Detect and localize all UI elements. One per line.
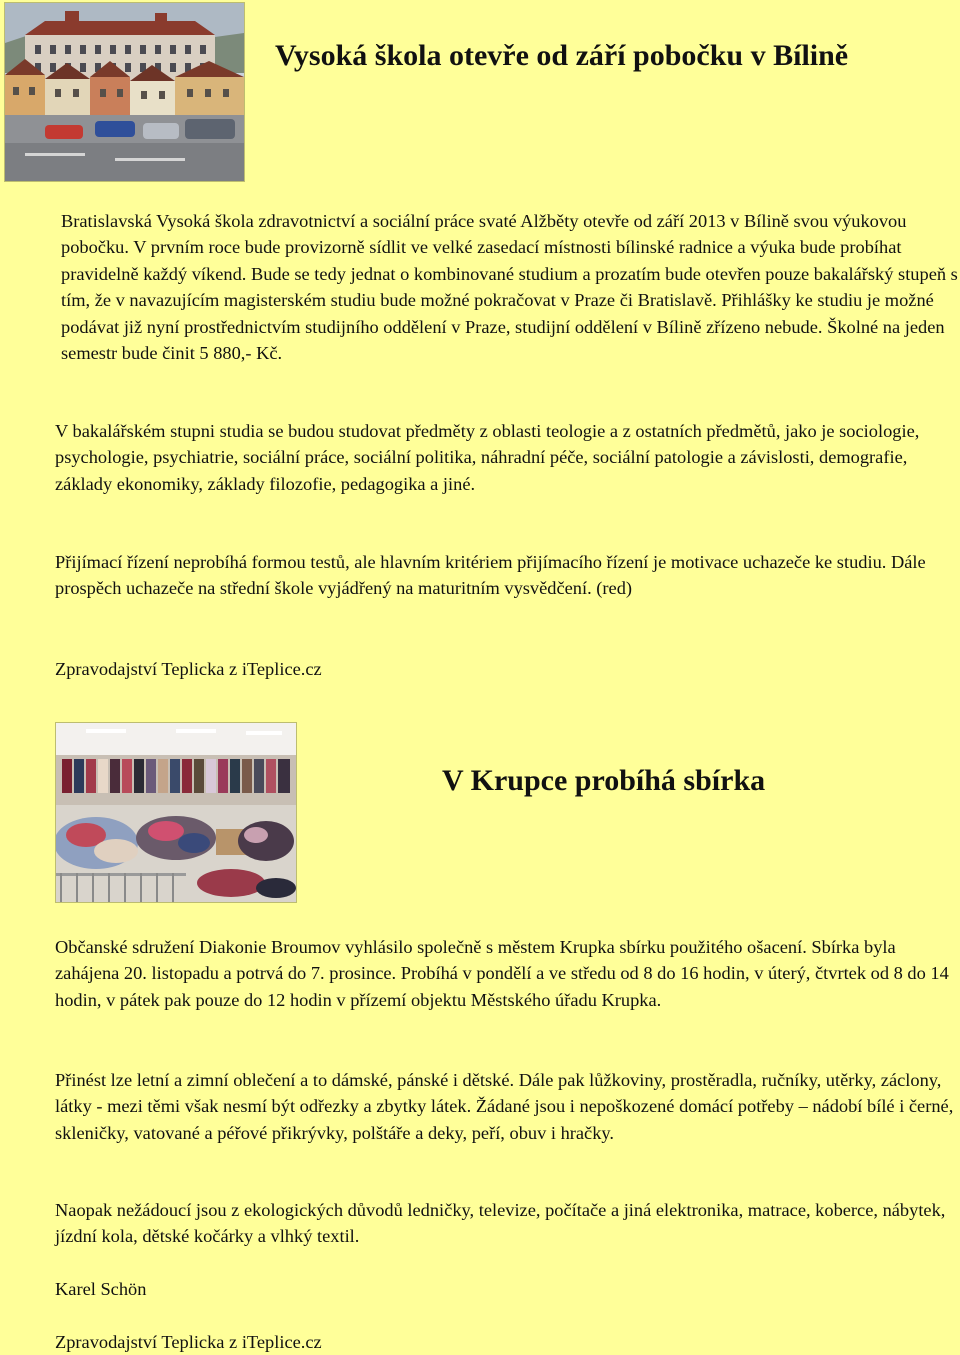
author-line: Karel Schön <box>55 1279 147 1299</box>
article-paragraph: Naopak nežádoucí jsou z ekologických důvodů ledničky, televize, počítače a jiná elektronika, matrace, koberce, nábytek, jízdní kola, dětské kočárky a vlhký textil. <box>55 1200 946 1247</box>
article-title: Vysoká škola otevře od září pobočku v Bílině <box>275 39 849 72</box>
article-body <box>55 1197 960 1250</box>
article-body <box>55 934 960 1013</box>
source-line: Zpravodajství Teplicka z iTeplice.cz <box>55 659 322 679</box>
article-paragraph: Přinést lze letní a zimní oblečení a to dámské, pánské i dětské. Dále pak lůžkoviny, prostěradla, ručníky, utěrky, záclony, látky - mezi těmi však nesmí být odřezky a zbytky látek. Žádané jsou i nepoškozené domácí potřeby – nádobí bílé i černé, skleničky, vatované a péřové přikrývky, polštáře a deky, peří, obuv i hračky. <box>55 1070 954 1143</box>
article-body <box>55 549 960 602</box>
town-square-photo <box>4 2 245 182</box>
article-paragraph: Bratislavská Vysoká škola zdravotnictví a sociální práce svaté Alžběty otevře od září 2013 v Bílině svou výukovou pobočku. V prvním roce bude provizorně sídlit ve velké zasedací místnosti bílinské radnice a výuka bude probíhat pravidelně každý víkend. Bude se tedy jednat o kombinované studium a prozatím bude otevřen pouze bakalářský stupeň s tím, že v navazujícím magisterském studiu bude možné pokračovat v Praze či Bratislavě. Přihlášky ke studiu je možné podávat již nyní prostřednictvím studijního oddělení v Praze, studijní oddělení v Bílině zřízeno nebude. Školné na jeden semestr bude činit 5 880,- Kč. <box>61 211 958 364</box>
source-line: Zpravodajství Teplicka z iTeplice.cz <box>55 1332 322 1352</box>
article-paragraph: Přijímací řízení neprobíhá formou testů, ale hlavním kritériem přijímacího řízení je motivace uchazeče ke studiu. Dále prospěch uchazeče na střední škole vyjádřený na maturitním vysvědčení. (red) <box>55 552 926 599</box>
article-body <box>55 1067 960 1146</box>
article-body <box>55 418 960 497</box>
article-title: V Krupce probíhá sbírka <box>442 764 766 797</box>
article-source <box>55 656 960 682</box>
article-author <box>55 1276 960 1302</box>
article-source <box>55 1329 960 1355</box>
article-body <box>55 208 960 366</box>
clothing-collection-photo <box>55 722 297 903</box>
article-paragraph: V bakalářském stupni studia se budou studovat předměty z oblasti teologie a z ostatních předmětů, jako je sociologie, psychologie, psychiatrie, sociální práce, sociální politika, náhradní péče, sociální patologie a závislosti, demografie, základy ekonomiky, základy filozofie, pedagogika a jiné. <box>55 421 920 494</box>
article-paragraph: Občanské sdružení Diakonie Broumov vyhlásilo společně s městem Krupka sbírku použitého ošacení. Sbírka byla zahájena 20. listopadu a potrvá do 7. prosince. Probíhá v pondělí a ve středu od 8 do 16 hodin, v úterý, čtvrtek od 8 do 14 hodin, v pátek pak pouze do 12 hodin v přízemí objektu Městského úřadu Krupka. <box>55 937 949 1010</box>
